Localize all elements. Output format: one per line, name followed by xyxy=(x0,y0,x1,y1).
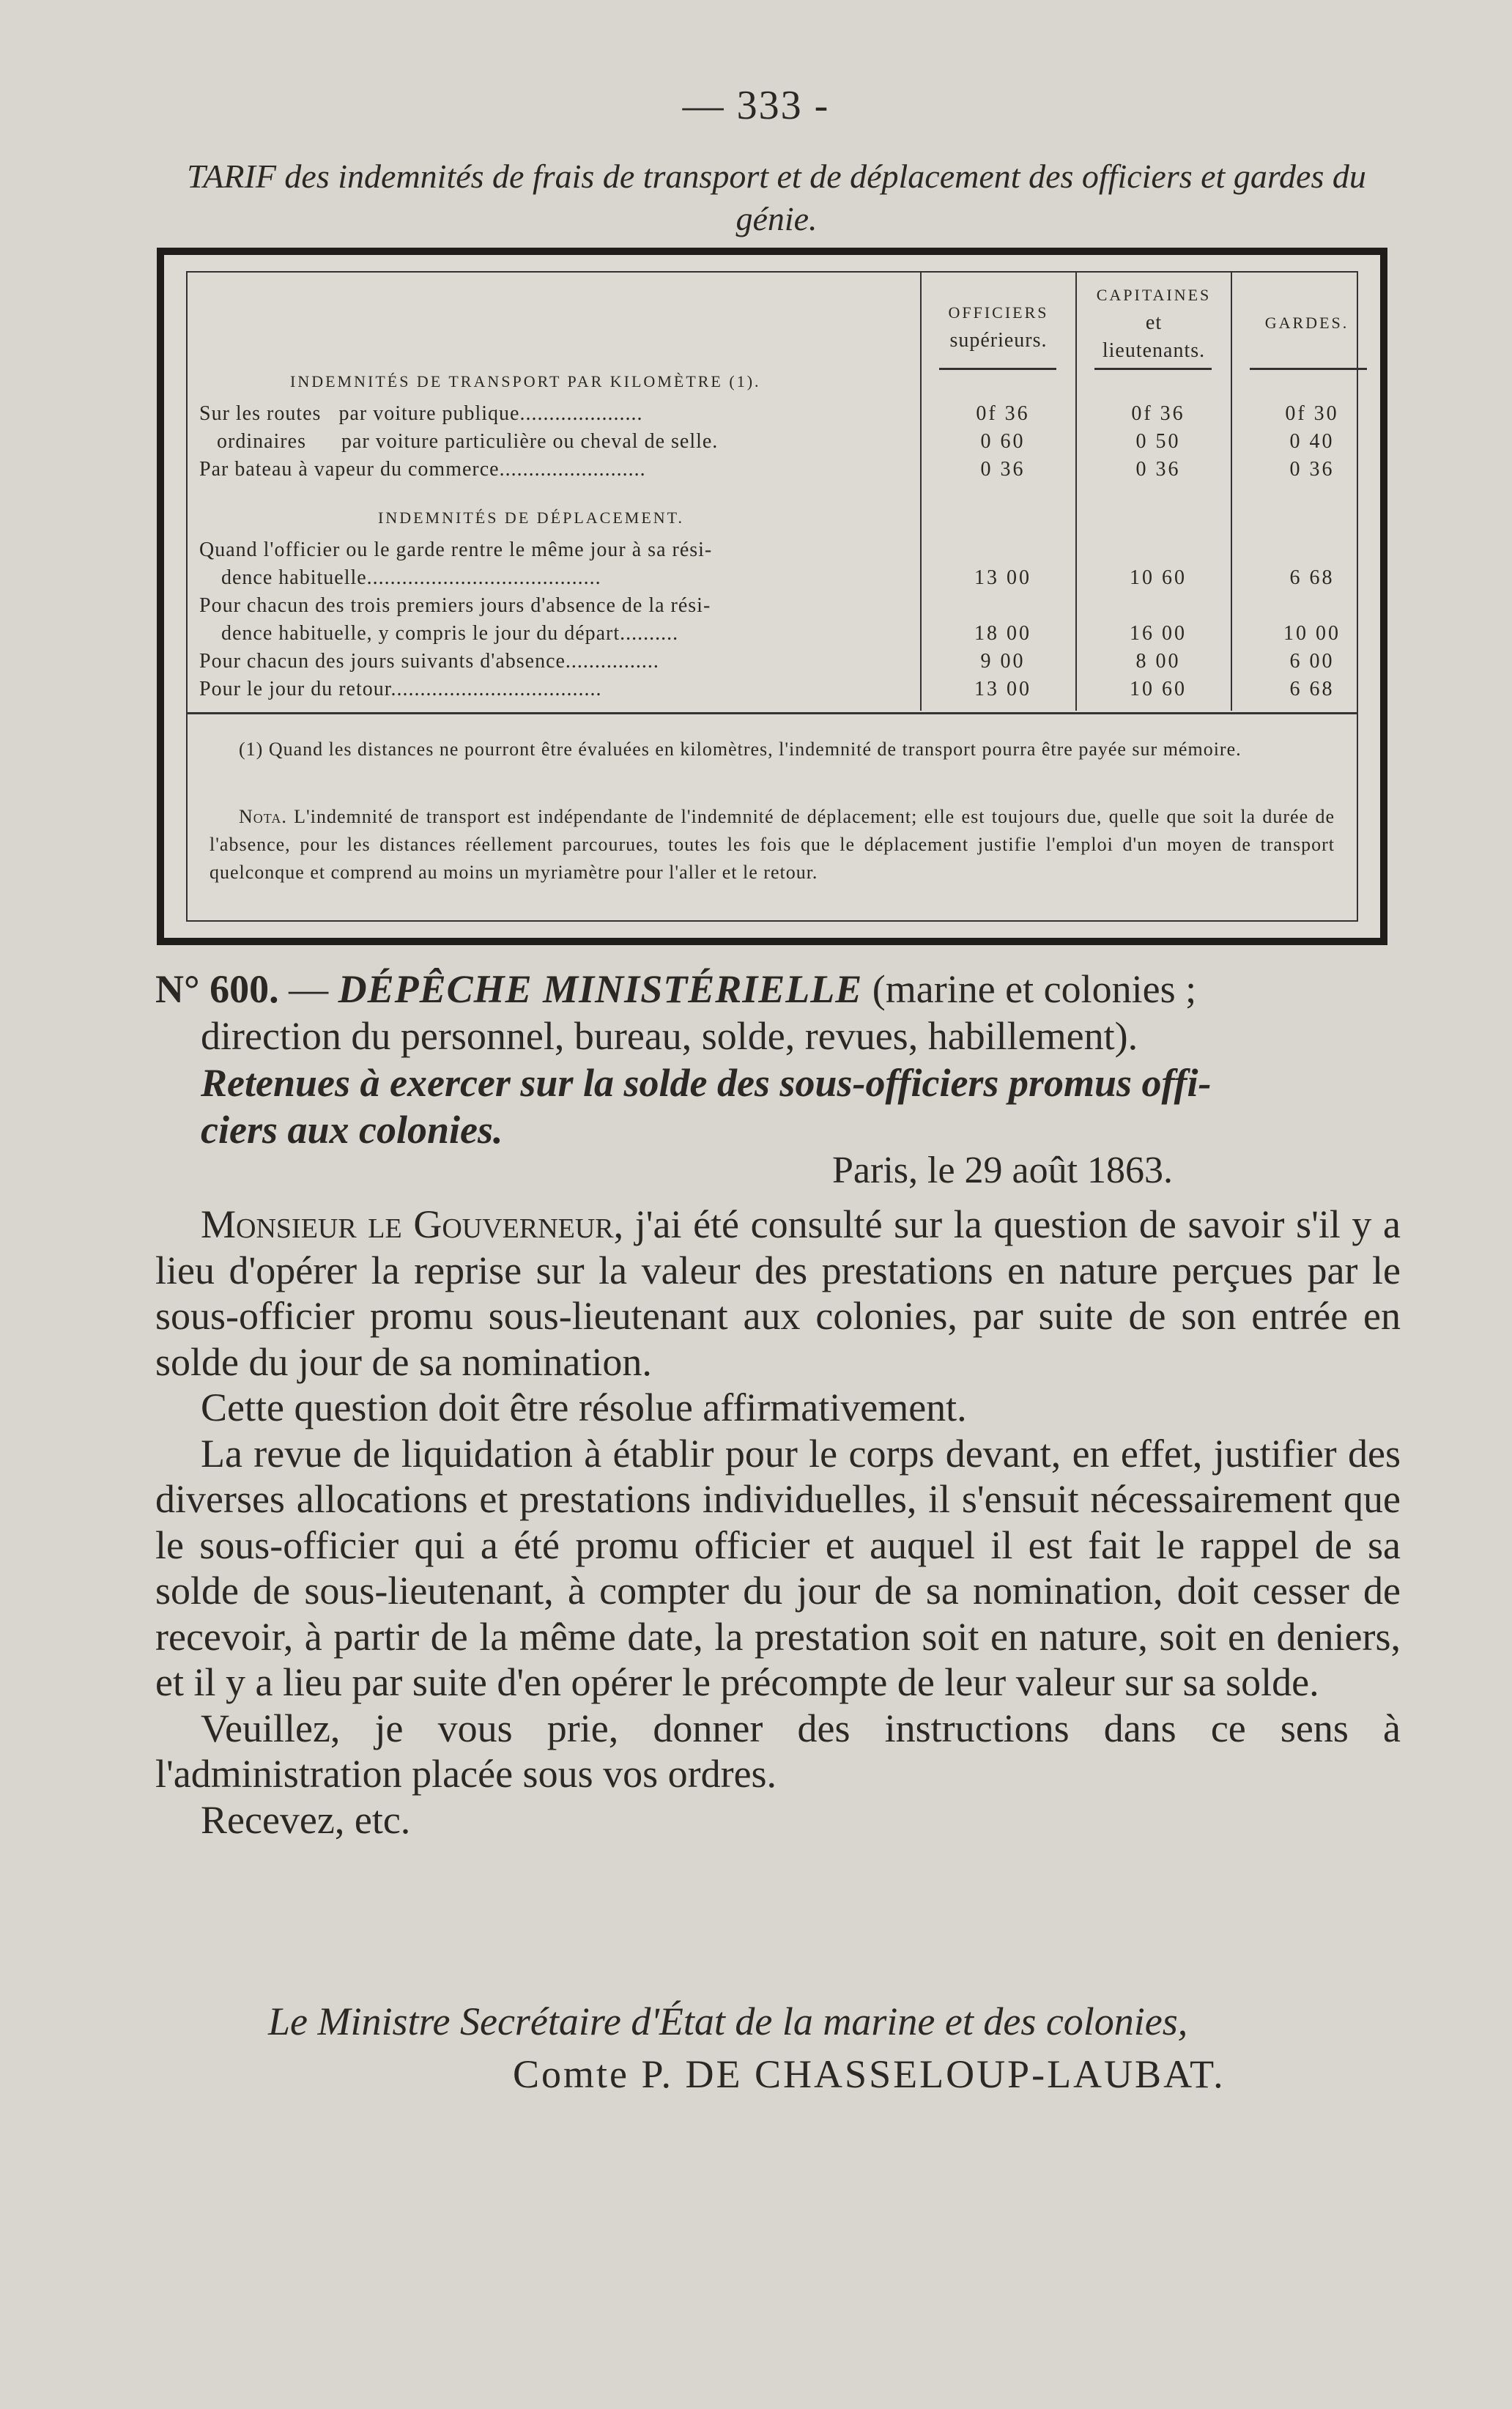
paragraph: Recevez, etc. xyxy=(201,1797,411,1842)
tarif-title: TARIF des indemnités de frais de transport et de déplacement des officiers et gardes du génie. xyxy=(187,158,1366,237)
row-label-meme-jour-cont: dence habituelle........................................ xyxy=(221,566,601,589)
table-bottom-rule xyxy=(188,712,1357,714)
row-label-trois-premiers-cont: dence habituelle, y compris le jour du départ.......... xyxy=(221,622,679,645)
column-rule xyxy=(1075,273,1077,711)
cell-value: 0 50 xyxy=(1135,430,1181,453)
document-subtitle-cont: ciers aux colonies. xyxy=(201,1108,503,1152)
row-label-trois-premiers: Pour chacun des trois premiers jours d'absence de la rési- xyxy=(199,594,711,617)
row-label-bateau: Par bateau à vapeur du commerce......................... xyxy=(199,458,646,481)
cell-value: 6 00 xyxy=(1289,650,1335,673)
cell-value: 0 40 xyxy=(1289,430,1335,453)
signature-name: Comte P. DE CHASSELOUP-LAUBAT. xyxy=(513,2052,1226,2096)
cell-value: 0 60 xyxy=(980,430,1026,453)
nota-text: L'indemnité de transport est indépendante de l'indemnité de déplacement; elle est toujours due, quelle que soit la durée de l'absence, pour les distances réellement parcourues, toutes les fois que le déplacement justifie l'emploi d'un moyen de transport quelconque et comprend au moins un myriamètre pour l'aller et le retour. xyxy=(210,806,1335,883)
col-header-gardes: GARDES. xyxy=(1264,314,1349,332)
nota-note xyxy=(210,803,1335,887)
cell-value: 18 00 xyxy=(974,622,1031,645)
cell-value: 8 00 xyxy=(1135,650,1181,673)
cell-value: 0f 36 xyxy=(1131,402,1185,425)
cell-value: 0f 36 xyxy=(976,402,1030,425)
document-heading: N° 600. — DÉPÊCHE MINISTÉRIELLE (marine et colonies ; xyxy=(155,967,1197,1011)
section-title-deplacement: INDEMNITÉS DE DÉPLACEMENT. xyxy=(378,508,684,527)
salutation: Monsieur le Gouverneur xyxy=(201,1202,614,1246)
header-rule xyxy=(939,368,1056,370)
header-rule xyxy=(1094,368,1212,370)
cell-value: 10 60 xyxy=(1130,566,1187,589)
tarif-table xyxy=(157,248,1387,945)
cell-value: 13 00 xyxy=(974,678,1031,700)
document-subtitle: Retenues à exercer sur la solde des sous-officiers promus offi- xyxy=(201,1061,1212,1105)
section-title-transport: INDEMNITÉS DE TRANSPORT PAR KILOMÈTRE (1). xyxy=(290,372,761,391)
cell-value: 6 68 xyxy=(1289,566,1335,589)
paragraph: Cette question doit être résolue affirmativement. xyxy=(201,1385,967,1429)
row-label-routes-publique: Sur les routes par voiture publique..................... xyxy=(199,402,643,425)
footnote-1: (1) Quand les distances ne pourront être évaluées en kilomètres, l'indemnité de transport pourra être payée sur mémoire. xyxy=(239,739,1242,760)
signature-title: Le Ministre Secrétaire d'État de la marine et des colonies, xyxy=(268,1999,1188,2043)
letter-body xyxy=(155,1202,1401,1843)
paragraph: La revue de liquidation à établir pour le corps devant, en effet, justifier des diverses allocations et prestations individuelles, il s'ensuit nécessairement que le sous-officier qui a été promu officier et auquel il est fait le rappel de sa solde de sous-lieutenant, à compter du jour de sa nomination, doit cesser de recevoir, à partir de la même date, la prestation soit en nature, soit en deniers, et il y a lieu par suite d'en opérer le précompte de leur valeur sur sa solde. xyxy=(155,1431,1401,1704)
cell-value: 16 00 xyxy=(1130,622,1187,645)
row-label-jours-suivants: Pour chacun des jours suivants d'absence................ xyxy=(199,650,659,673)
document-heading-line2: direction du personnel, bureau, solde, revues, habillement). xyxy=(201,1014,1138,1058)
column-rule xyxy=(1231,273,1232,711)
col-header-officiers-superieurs: OFFICIERS supérieurs. xyxy=(948,303,1049,352)
paragraph: Monsieur le Gouverneur, j'ai été consulté sur la question de savoir s'il y a lieu d'opérer la reprise sur la valeur des prestations en nature perçues par le sous-officier promu sous-lieutenant aux colonies, par suite de son entrée en solde du jour de sa nomination. xyxy=(155,1202,1401,1384)
row-label-jour-retour: Pour le jour du retour.................................... xyxy=(199,678,602,700)
page-number: — 333 - xyxy=(682,83,830,128)
row-label-meme-jour: Quand l'officier ou le garde rentre le même jour à sa rési- xyxy=(199,539,713,561)
cell-value: 6 68 xyxy=(1289,678,1335,700)
nota-label: Nota. xyxy=(239,806,287,827)
col-header-capitaines-lieutenants: CAPITAINES et lieutenants. xyxy=(1096,286,1212,362)
header-rule xyxy=(1250,368,1367,370)
cell-value: 9 00 xyxy=(980,650,1026,673)
tarif-table-inner xyxy=(186,271,1358,922)
cell-value: 0 36 xyxy=(1135,458,1181,481)
paragraph: Veuillez, je vous prie, donner des instructions dans ce sens à l'administration placée sous vos ordres. xyxy=(155,1706,1401,1796)
cell-value: 13 00 xyxy=(974,566,1031,589)
column-rule xyxy=(920,273,922,711)
cell-value: 0 36 xyxy=(980,458,1026,481)
cell-value: 10 60 xyxy=(1130,678,1187,700)
cell-value: 0f 30 xyxy=(1285,402,1339,425)
cell-value: 0 36 xyxy=(1289,458,1335,481)
cell-value: 10 00 xyxy=(1283,622,1341,645)
row-label-routes-particuliere: ordinaires par voiture particulière ou cheval de selle. xyxy=(217,430,719,453)
date-line: Paris, le 29 août 1863. xyxy=(832,1150,1174,1191)
